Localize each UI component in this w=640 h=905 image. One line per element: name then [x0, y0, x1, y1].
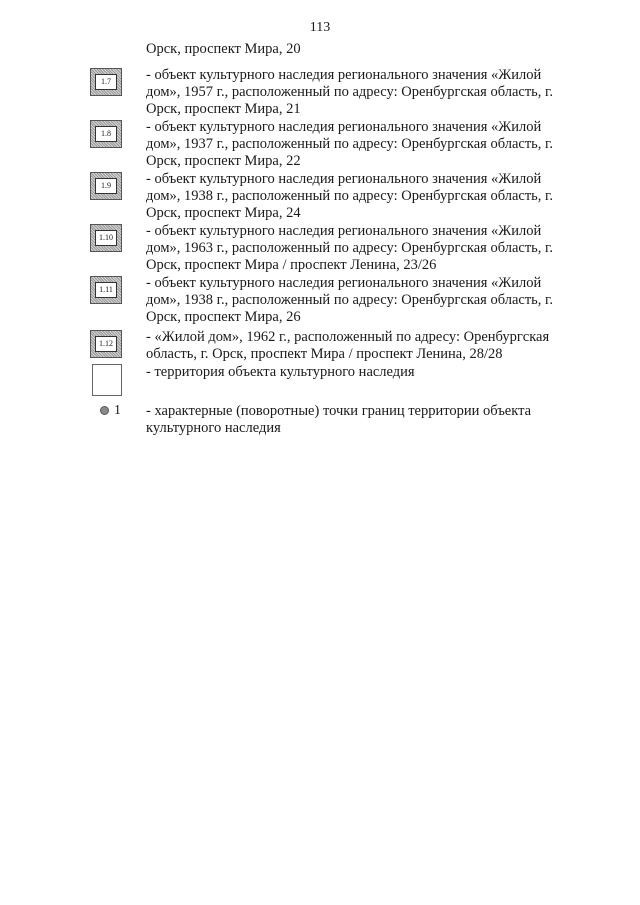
- hatched-object-swatch: [90, 120, 122, 148]
- legend-line: дом», 1957 г., расположенный по адресу: Оренбургская область, г.: [146, 84, 553, 100]
- hatched-object-swatch: [90, 224, 122, 252]
- legend-line: дом», 1938 г., расположенный по адресу: Оренбургская область, г.: [146, 188, 553, 204]
- legend-line: - объект культурного наследия регионального значения «Жилой: [146, 223, 542, 239]
- legend-line: область, г. Орск, проспект Мира / проспект Ленина, 28/28: [146, 346, 503, 362]
- legend-line: - объект культурного наследия регионального значения «Жилой: [146, 119, 542, 135]
- page-number: 113: [309, 20, 331, 35]
- legend-line: Орск, проспект Мира, 24: [146, 205, 301, 221]
- legend-line: дом», 1937 г., расположенный по адресу: Оренбургская область, г.: [146, 136, 553, 152]
- legend-description: [146, 275, 586, 326]
- intro-address-line: Орск, проспект Мира, 20: [146, 41, 301, 57]
- legend-line: культурного наследия: [146, 420, 281, 436]
- hatched-object-swatch: [90, 276, 122, 304]
- point-dot-icon: [100, 406, 109, 415]
- legend-description: [146, 171, 586, 222]
- swatch-label: 1.8: [95, 126, 117, 142]
- legend-line: Орск, проспект Мира, 21: [146, 101, 301, 117]
- hatched-object-swatch: [90, 68, 122, 96]
- swatch-label: 1.12: [95, 336, 117, 352]
- legend-description: [146, 403, 586, 437]
- legend-line: дом», 1938 г., расположенный по адресу: Оренбургская область, г.: [146, 292, 553, 308]
- hatched-object-swatch: [90, 330, 122, 358]
- legend-line: - объект культурного наследия регионального значения «Жилой: [146, 67, 542, 83]
- territory-boundary-swatch: [92, 364, 122, 396]
- legend-line: дом», 1963 г., расположенный по адресу: Оренбургская область, г.: [146, 240, 553, 256]
- legend-line: - территория объекта культурного наследия: [146, 364, 415, 380]
- legend-description: [146, 329, 586, 363]
- swatch-label: 1.7: [95, 74, 117, 90]
- legend-line: Орск, проспект Мира / проспект Ленина, 23/26: [146, 257, 437, 273]
- legend-description: [146, 119, 586, 170]
- turning-point-marker: [100, 403, 121, 419]
- legend-line: Орск, проспект Мира, 26: [146, 309, 301, 325]
- legend-description: [146, 223, 586, 274]
- legend-line: Орск, проспект Мира, 22: [146, 153, 301, 169]
- legend-line: - «Жилой дом», 1962 г., расположенный по адресу: Оренбургская: [146, 329, 550, 345]
- point-number: 1: [114, 403, 121, 418]
- legend-line: - объект культурного наследия регионального значения «Жилой: [146, 171, 542, 187]
- legend-description: [146, 364, 586, 381]
- swatch-label: 1.9: [95, 178, 117, 194]
- hatched-object-swatch: [90, 172, 122, 200]
- swatch-label: 1.10: [95, 230, 117, 246]
- swatch-label: 1.11: [95, 282, 117, 298]
- legend-description: [146, 67, 586, 118]
- legend-line: - характерные (поворотные) точки границ территории объекта: [146, 403, 532, 419]
- legend-line: - объект культурного наследия регионального значения «Жилой: [146, 275, 542, 291]
